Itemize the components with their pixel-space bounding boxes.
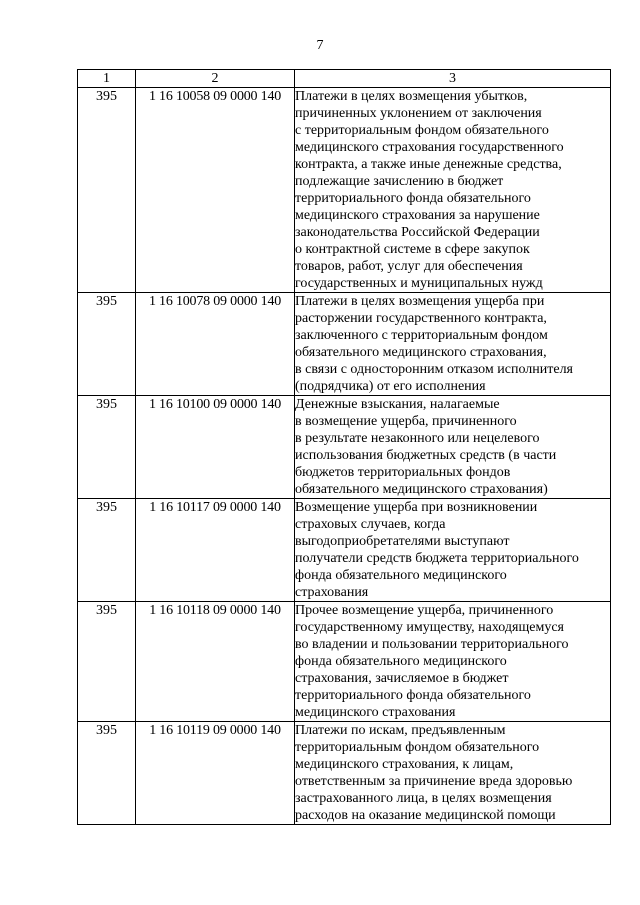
description-line: расходов на оказание медицинской помощи (295, 808, 556, 823)
description-line: фонда обязательного медицинского (295, 568, 507, 583)
header-col-1: 1 (78, 70, 136, 88)
revenue-description-cell (295, 88, 611, 293)
description-line: Платежи в целях возмещения убытков, (295, 89, 528, 104)
description-line: о контрактной системе в сфере закупок (295, 242, 530, 257)
budget-classification-code-cell: 1 16 10117 09 0000 140 (136, 499, 295, 602)
description-line: фонда обязательного медицинского (295, 654, 507, 669)
description-line: в результате незаконного или нецелевого (295, 431, 540, 446)
description-line: законодательства Российской Федерации (295, 225, 540, 240)
budget-classification-code-cell: 1 16 10078 09 0000 140 (136, 293, 295, 396)
description-line: с территориальным фондом обязательного (295, 123, 549, 138)
table-row (78, 602, 611, 722)
description-line: страхования, зачисляемое в бюджет (295, 671, 509, 686)
table-row (78, 293, 611, 396)
revenue-description-cell (295, 602, 611, 722)
table-row (78, 396, 611, 499)
admin-code-cell: 395 (78, 396, 136, 499)
budget-classification-code-cell: 1 16 10119 09 0000 140 (136, 722, 295, 825)
description-line: причиненных уклонением от заключения (295, 106, 542, 121)
description-line: товаров, работ, услуг для обеспечения (295, 259, 523, 274)
description-line: медицинского страхования государственного (295, 140, 564, 155)
description-line: (подрядчика) от его исполнения (295, 379, 486, 394)
description-line: заключенного с территориальным фондом (295, 328, 548, 343)
revenue-description-cell (295, 396, 611, 499)
description-line: использования бюджетных средств (в части (295, 448, 557, 463)
table-row (78, 722, 611, 825)
description-line: медицинского страхования за нарушение (295, 208, 540, 223)
page-number: 7 (316, 38, 324, 53)
header-col-2: 2 (136, 70, 295, 88)
header-row (78, 70, 611, 88)
table-row (78, 88, 611, 293)
description-line: во владении и пользовании территориального (295, 637, 569, 652)
admin-code-cell: 395 (78, 293, 136, 396)
revenue-description-cell (295, 293, 611, 396)
revenue-codes-table (77, 69, 611, 825)
description-line: Платежи по искам, предъявленным (295, 723, 506, 738)
description-line: Прочее возмещение ущерба, причиненного (295, 603, 554, 618)
description-line: государственному имуществу, находящемуся (295, 620, 564, 635)
description-line: Платежи в целях возмещения ущерба при (295, 294, 545, 309)
admin-code-cell: 395 (78, 602, 136, 722)
description-line: бюджетов территориальных фондов (295, 465, 511, 480)
description-line: медицинского страхования (295, 705, 456, 720)
description-line: страхования (295, 585, 369, 600)
description-line: выгодоприобретателями выступают (295, 534, 510, 549)
budget-classification-code-cell: 1 16 10100 09 0000 140 (136, 396, 295, 499)
revenue-description-cell (295, 499, 611, 602)
budget-classification-code-cell: 1 16 10058 09 0000 140 (136, 88, 295, 293)
description-line: ответственным за причинение вреда здоровью (295, 774, 573, 789)
description-line: территориальным фондом обязательного (295, 740, 540, 755)
header-col-3: 3 (295, 70, 611, 88)
description-line: обязательного медицинского страхования, (295, 345, 547, 360)
admin-code-cell: 395 (78, 499, 136, 602)
admin-code-cell: 395 (78, 88, 136, 293)
description-line: контракта, а также иные денежные средства, (295, 157, 562, 172)
description-line: обязательного медицинского страхования) (295, 482, 548, 497)
table-row (78, 499, 611, 602)
description-line: Возмещение ущерба при возникновении (295, 500, 538, 515)
revenue-description-cell (295, 722, 611, 825)
table-header (78, 70, 611, 88)
description-line: в связи с односторонним отказом исполнителя (295, 362, 573, 377)
description-line: территориального фонда обязательного (295, 688, 531, 703)
description-line: застрахованного лица, в целях возмещения (295, 791, 552, 806)
description-line: в возмещение ущерба, причиненного (295, 414, 517, 429)
description-line: территориального фонда обязательного (295, 191, 531, 206)
description-line: получатели средств бюджета территориального (295, 551, 579, 566)
admin-code-cell: 395 (78, 722, 136, 825)
description-line: Денежные взыскания, налагаемые (295, 397, 500, 412)
budget-classification-code-cell: 1 16 10118 09 0000 140 (136, 602, 295, 722)
description-line: расторжении государственного контракта, (295, 311, 547, 326)
description-line: государственных и муниципальных нужд (295, 276, 543, 291)
table-body (78, 88, 611, 825)
description-line: страховых случаев, когда (295, 517, 446, 532)
description-line: медицинского страхования, к лицам, (295, 757, 514, 772)
description-line: подлежащие зачислению в бюджет (295, 174, 504, 189)
